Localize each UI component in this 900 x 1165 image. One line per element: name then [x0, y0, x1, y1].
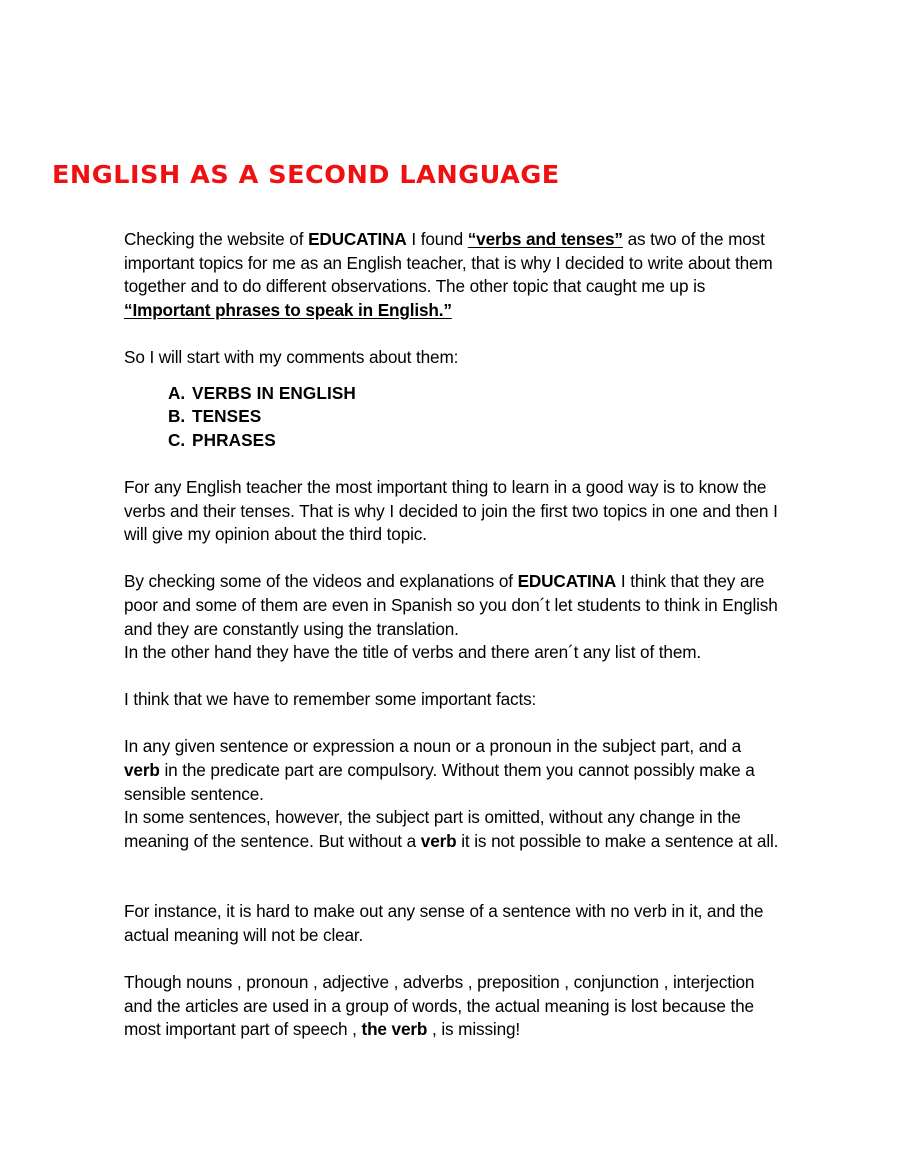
paragraph-gap [124, 712, 780, 736]
paragraph-intro-seg-5: as two of the most important topics for me as an English teacher, that is why I decided to write about them together and to do different observations. The other topic that caught me up is [124, 229, 773, 297]
paragraph-subject-predicate [124, 735, 780, 806]
list-gap-top [124, 370, 780, 382]
paragraph-important-facts: I think that we have to remember some important facts: [124, 689, 537, 710]
brand-educatina-1: EDUCATINA [308, 229, 407, 249]
list-item [168, 382, 780, 406]
paragraph-parts-seg-1: Though nouns , pronoun , adjective , adverbs , preposition , conjunction , interjection and the articles are used in a group of words, the actual meaning is lost because the most important part of speech , [124, 972, 755, 1040]
paragraph-gap [124, 452, 780, 476]
emphasis-verb-2: verb [420, 830, 457, 851]
paragraph-parts-seg-3: , is missing! [427, 1019, 521, 1040]
list-item-label: VERBS IN ENGLISH [192, 382, 356, 403]
paragraph-teacher-priorities: For any English teacher the most important thing to learn in a good way is to know the verbs and their tenses. That is why I decided to join the first two topics in one and then I will give my opinion about the third topic. [124, 476, 778, 545]
emphasis-verb-1: verb [124, 760, 160, 781]
topic-important-phrases: “Important phrases to speak in English.” [124, 299, 452, 320]
list-item-marker: A. [168, 382, 186, 403]
list-item-label: TENSES [192, 406, 262, 427]
paragraph-gap [124, 547, 780, 571]
paragraph-omitted-seg-1: In some sentences, however, the subject part is omitted, without any change in the meaning of the sentence. But without a [124, 807, 741, 851]
paragraph-parts-of-speech [124, 971, 780, 1042]
emphasis-the-verb: the verb [361, 1019, 428, 1040]
paragraph-educatina-seg-1: By checking some of the videos and explanations of [124, 571, 518, 592]
list-item [168, 429, 780, 453]
list-item-marker: B. [168, 406, 186, 427]
paragraph-intro-seg-1: Checking the website of [124, 229, 309, 249]
paragraph-subject-seg-3: in the predicate part are compulsory. Without them you cannot possibly make a sensible sentence. [124, 760, 755, 804]
topics-list [124, 382, 780, 453]
list-item [168, 405, 780, 429]
paragraph-educatina-seg-3: I think that they are poor and some of them are even in Spanish so you don´t let students to think in English and they are constantly using the translation. [124, 571, 778, 639]
document-body [124, 228, 780, 1042]
page-title: ENGLISH AS A SECOND LANGUAGE [52, 160, 560, 189]
paragraph-omitted-seg-3: it is not possible to make a sentence at all. [456, 830, 779, 851]
paragraph-gap [124, 665, 780, 689]
brand-educatina-2: EDUCATINA [517, 571, 617, 592]
paragraph-for-instance: For instance, it is hard to make out any sense of a sentence with no verb in it, and the actual meaning will not be clear. [124, 901, 764, 946]
paragraph-gap [124, 948, 780, 972]
paragraph-no-verb-list: In the other hand they have the title of verbs and there aren´t any list of them. [124, 642, 702, 663]
paragraph-gap [124, 322, 780, 346]
paragraph-intro-seg-3: I found [406, 229, 468, 249]
topic-verbs-and-tenses: “verbs and tenses” [467, 229, 623, 249]
paragraph-omitted-subject [124, 806, 780, 853]
paragraph-gap-large [124, 853, 780, 900]
list-item-marker: C. [168, 429, 186, 450]
paragraph-educatina-critique [124, 570, 780, 641]
paragraph-intro [124, 228, 780, 322]
paragraph-subject-seg-1: In any given sentence or expression a noun or a pronoun in the subject part, and a [124, 736, 742, 757]
paragraph-lead-in: So I will start with my comments about them: [124, 346, 459, 367]
list-item-label: PHRASES [192, 429, 276, 450]
